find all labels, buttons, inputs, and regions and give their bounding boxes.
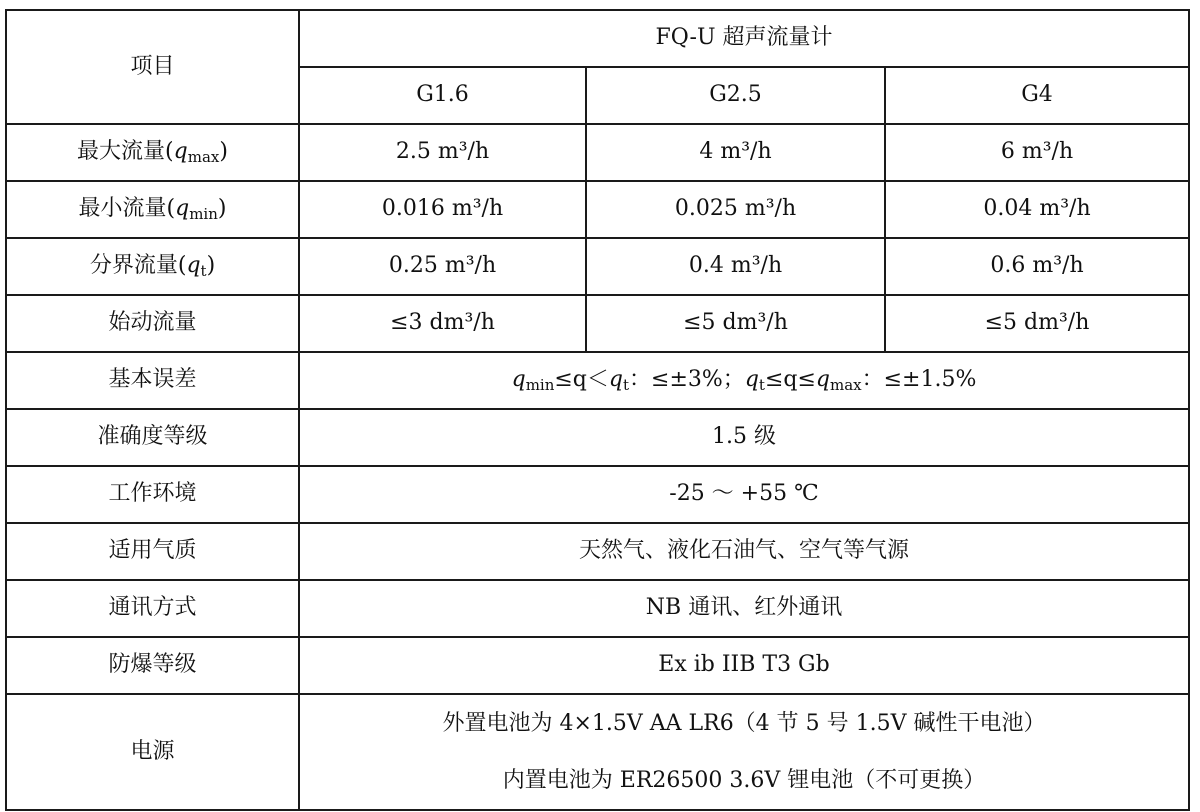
row-label-min-flow: 最小流量$(q_{min})$ (6, 181, 299, 238)
table-cell: 0.016 m³/h (299, 181, 586, 238)
table-cell: ≤5 dm³/h (586, 295, 885, 352)
model-g2-5: G2.5 (586, 67, 885, 124)
row-label-working-environment: 工作环境 (6, 466, 299, 523)
table-cell: 2.5 m³/h (299, 124, 586, 181)
table-row-working-environment (6, 466, 1189, 523)
item-header-cell: 项目 (6, 10, 299, 124)
table-row-power (6, 694, 1189, 810)
power-value (299, 694, 1189, 810)
power-internal-battery: 内置电池为 ER26500 3.6V 锂电池（不可更换） (502, 768, 986, 793)
table-row-explosion-proof (6, 637, 1189, 694)
table-row-starting-flow (6, 295, 1189, 352)
power-external-battery: 外置电池为 4×1.5V AA LR6（4 节 5 号 1.5V 碱性干电池） (442, 711, 1046, 736)
row-label-power: 电源 (6, 694, 299, 810)
table-cell: 6 m³/h (885, 124, 1189, 181)
accuracy-class-value: 1.5 级 (299, 409, 1189, 466)
row-label-applicable-gas: 适用气质 (6, 523, 299, 580)
table-row-basic-error (6, 352, 1189, 409)
row-label-explosion-proof: 防爆等级 (6, 637, 299, 694)
table-cell: 0.6 m³/h (885, 238, 1189, 295)
header-row-product (6, 10, 1189, 67)
communication-value: NB 通讯、红外通讯 (299, 580, 1189, 637)
table-cell: ≤5 dm³/h (885, 295, 1189, 352)
table-row-accuracy-class (6, 409, 1189, 466)
table-cell: 0.4 m³/h (586, 238, 885, 295)
explosion-proof-value: Ex ib IIB T3 Gb (299, 637, 1189, 694)
table-row-max-flow (6, 124, 1189, 181)
row-label-starting-flow: 始动流量 (6, 295, 299, 352)
table-row-communication (6, 580, 1189, 637)
table-cell: 0.025 m³/h (586, 181, 885, 238)
basic-error-value: $q_{min}\le q<q_t$：≤±3%；$q_t\le q\le q_{max}$：≤±1.5% (299, 352, 1189, 409)
row-label-accuracy-class: 准确度等级 (6, 409, 299, 466)
model-g4: G4 (885, 67, 1189, 124)
row-label-communication: 通讯方式 (6, 580, 299, 637)
spec-table (5, 9, 1190, 811)
row-label-basic-error: 基本误差 (6, 352, 299, 409)
table-cell: ≤3 dm³/h (299, 295, 586, 352)
table-cell: 4 m³/h (586, 124, 885, 181)
row-label-transition-flow: 分界流量$(q_t)$ (6, 238, 299, 295)
table-cell: 0.04 m³/h (885, 181, 1189, 238)
product-title: FQ-U 超声流量计 (299, 10, 1189, 67)
working-environment-value: -25 ～ +55 ℃ (299, 466, 1189, 523)
applicable-gas-value: 天然气、液化石油气、空气等气源 (299, 523, 1189, 580)
table-row-transition-flow (6, 238, 1189, 295)
table-cell: 0.25 m³/h (299, 238, 586, 295)
model-g1-6: G1.6 (299, 67, 586, 124)
row-label-max-flow: 最大流量$(q_{max})$ (6, 124, 299, 181)
table-row-applicable-gas (6, 523, 1189, 580)
table-row-min-flow (6, 181, 1189, 238)
